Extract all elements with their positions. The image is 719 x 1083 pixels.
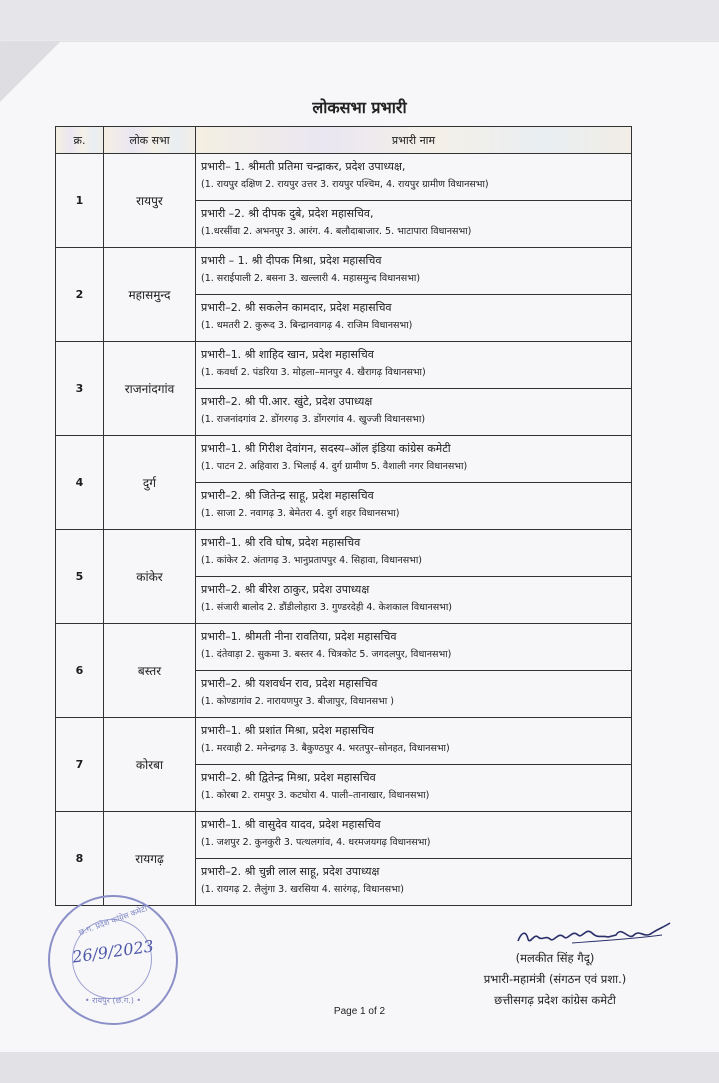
loksabha-name: बस्तर bbox=[104, 624, 196, 718]
incharge-cell bbox=[196, 812, 632, 859]
incharge-person: प्रभारी–2. श्री यशवर्धन राव, प्रदेश महासचिव bbox=[201, 677, 378, 690]
table-row bbox=[56, 342, 632, 389]
incharge-person: प्रभारी–1. श्री वासुदेव यादव, प्रदेश महासचिव bbox=[201, 818, 381, 831]
signatory-name: (मलकीत सिंह गैदू) bbox=[515, 951, 595, 965]
incharge-person: प्रभारी–2. श्री सकलेन कामदार, प्रदेश महासचिव bbox=[201, 301, 392, 314]
table-row bbox=[56, 530, 632, 577]
loksabha-name: रायपुर bbox=[104, 154, 196, 248]
incharge-cell bbox=[196, 342, 632, 389]
page-corner-fold bbox=[0, 42, 60, 102]
assembly-list: (1.धरसींवा 2. अभनपुर 3. आरंग. 4. बलौदाबाजार. 5. भाटापारा विधानसभा) bbox=[201, 226, 472, 237]
serial-number: 5 bbox=[56, 530, 104, 624]
incharge-cell bbox=[196, 718, 632, 765]
incharge-person: प्रभारी – 1. श्री दीपक मिश्रा, प्रदेश महासचिव bbox=[201, 254, 382, 267]
serial-number: 6 bbox=[56, 624, 104, 718]
assembly-list: (1. कवर्धा 2. पंडरिया 3. मोहला–मानपुर 4. खैरागढ़ विधानसभा) bbox=[201, 367, 426, 378]
table-row bbox=[56, 624, 632, 671]
incharge-person: प्रभारी–2. श्री चुन्नी लाल साहू, प्रदेश उपाध्यक्ष bbox=[201, 865, 380, 878]
signatory-block bbox=[440, 948, 670, 1011]
incharge-cell bbox=[196, 201, 632, 248]
header-serial: क्र. bbox=[56, 127, 104, 154]
incharge-cell bbox=[196, 295, 632, 342]
incharge-cell bbox=[196, 530, 632, 577]
table-row bbox=[56, 718, 632, 765]
incharge-cell bbox=[196, 577, 632, 624]
loksabha-name: रायगढ़ bbox=[104, 812, 196, 906]
table-header-row bbox=[56, 127, 632, 154]
serial-number: 4 bbox=[56, 436, 104, 530]
stamp-city-text: • रायपुर (छ.ग.) • bbox=[84, 996, 142, 1005]
header-incharge-name: प्रभारी नाम bbox=[196, 127, 632, 154]
incharge-person: प्रभारी–2. श्री पी.आर. खुंटे, प्रदेश उपाध्यक्ष bbox=[201, 395, 373, 408]
incharge-cell bbox=[196, 248, 632, 295]
incharge-cell bbox=[196, 154, 632, 201]
assembly-list: (1. रायगढ़ 2. लैलुंगा 3. खरसिया 4. सारंगढ़, विधानसभा) bbox=[201, 884, 404, 895]
incharge-person: प्रभारी–1. श्री रवि घोष, प्रदेश महासचिव bbox=[201, 536, 361, 549]
incharge-cell bbox=[196, 671, 632, 718]
table-row bbox=[56, 812, 632, 859]
loksabha-name: कांकेर bbox=[104, 530, 196, 624]
background-top-band bbox=[0, 0, 719, 40]
assembly-list: (1. रायपुर दक्षिण 2. रायपुर उत्तर 3. रायपुर पश्चिम, 4. रायपुर ग्रामीण विधानसभा) bbox=[201, 179, 489, 190]
serial-number: 2 bbox=[56, 248, 104, 342]
serial-number: 7 bbox=[56, 718, 104, 812]
assembly-list: (1. दंतेवाड़ा 2. सुकमा 3. बस्तर 4. चित्रकोट 5. जगदलपुर, विधानसभा) bbox=[201, 649, 452, 660]
assembly-list: (1. मरवाही 2. मनेन्द्रगढ़ 3. बैकुण्ठपुर 4. भरतपुर–सोनहत, विधानसभा) bbox=[201, 743, 450, 754]
signatory-designation: प्रभारी-महामंत्री (संगठन एवं प्रशा.) bbox=[483, 972, 627, 986]
incharge-person: प्रभारी –2. श्री दीपक दुबे, प्रदेश महासचिव, bbox=[201, 207, 374, 220]
incharge-cell bbox=[196, 389, 632, 436]
incharge-cell bbox=[196, 859, 632, 906]
document-title: लोकसभा प्रभारी bbox=[312, 98, 407, 117]
assembly-list: (1. राजनांदगांव 2. डोंगरगढ़ 3. डोंगरगांव 4. खुज्जी विधानसभा) bbox=[201, 414, 426, 425]
incharge-person: प्रभारी–2. श्री बीरेश ठाकुर, प्रदेश उपाध्यक्ष bbox=[201, 583, 370, 596]
assembly-list: (1. कांकेर 2. अंतागढ़ 3. भानुप्रतापपुर 4. सिहावा, विधानसभा) bbox=[201, 555, 422, 566]
stamp-organization-text: छ.ग. प्रदेश कांग्रेस कमेटी bbox=[77, 903, 149, 938]
assembly-list: (1. जशपुर 2. कुनकुरी 3. पत्थलगांव, 4. धरमजयगढ़ विधानसभा) bbox=[201, 837, 431, 848]
incharge-cell bbox=[196, 483, 632, 530]
background-bottom-band bbox=[0, 1052, 719, 1083]
table-row bbox=[56, 154, 632, 201]
table-row bbox=[56, 436, 632, 483]
assembly-list: (1. धमतरी 2. कुरूद 3. बिन्द्रानवागढ़ 4. राजिम विधानसभा) bbox=[201, 320, 413, 331]
incharge-person: प्रभारी–2. श्री द्वितेन्द्र मिश्रा, प्रदेश महासचिव bbox=[201, 771, 376, 784]
loksabha-name: राजनांदगांव bbox=[104, 342, 196, 436]
serial-number: 3 bbox=[56, 342, 104, 436]
assembly-list: (1. पाटन 2. अहिवारा 3. भिलाई 4. दुर्ग ग्रामीण 5. वैशाली नगर विधानसभा) bbox=[201, 461, 468, 472]
assembly-list: (1. संजारी बालोद 2. डौंडीलोहारा 3. गुण्डरदेही 4. केशकाल विधानसभा) bbox=[201, 602, 453, 613]
loksabha-name: महासमुन्द bbox=[104, 248, 196, 342]
loksabha-name: दुर्ग bbox=[104, 436, 196, 530]
incharge-cell bbox=[196, 436, 632, 483]
incharge-person: प्रभारी–1. श्री शाहिद खान, प्रदेश महासचिव bbox=[201, 348, 374, 361]
table-body bbox=[56, 154, 632, 906]
assembly-list: (1. कोरबा 2. रामपुर 3. कटघोरा 4. पाली–तानाखार, विधानसभा) bbox=[201, 790, 430, 801]
header-loksabha: लोक सभा bbox=[104, 127, 196, 154]
serial-number: 8 bbox=[56, 812, 104, 906]
incharge-person: प्रभारी–1. श्री गिरीश देवांगन, सदस्य–ऑल इंडिया कांग्रेस कमेटी bbox=[201, 442, 451, 455]
incharge-person: प्रभारी–1. श्रीमती नीना रावतिया, प्रदेश महासचिव bbox=[201, 630, 397, 643]
serial-number: 1 bbox=[56, 154, 104, 248]
incharge-person: प्रभारी– 1. श्रीमती प्रतिमा चन्द्राकर, प्रदेश उपाध्यक्ष, bbox=[201, 160, 406, 173]
incharge-cell bbox=[196, 765, 632, 812]
signatory-organization: छत्तीसगढ़ प्रदेश कांग्रेस कमेटी bbox=[494, 993, 616, 1007]
incharge-person: प्रभारी–1. श्री प्रशांत मिश्रा, प्रदेश महासचिव bbox=[201, 724, 374, 737]
page-number: Page 1 of 2 bbox=[333, 1006, 386, 1017]
table-row bbox=[56, 248, 632, 295]
assembly-list: (1. साजा 2. नवागढ़ 3. बेमेतरा 4. दुर्ग शहर विधानसभा) bbox=[201, 508, 400, 519]
assembly-list: (1. सराईपाली 2. बसना 3. खल्लारी 4. महासमुन्द विधानसभा) bbox=[201, 273, 421, 284]
assembly-list: (1. कोण्डागांव 2. नारायणपुर 3. बीजापुर, विधानसभा ) bbox=[201, 696, 394, 707]
incharge-cell bbox=[196, 624, 632, 671]
loksabha-name: कोरबा bbox=[104, 718, 196, 812]
stamp-date: 26/9/2023 bbox=[71, 936, 155, 967]
incharge-person: प्रभारी–2. श्री जितेन्द्र साहू, प्रदेश महासचिव bbox=[201, 489, 374, 502]
incharge-table bbox=[55, 126, 632, 906]
